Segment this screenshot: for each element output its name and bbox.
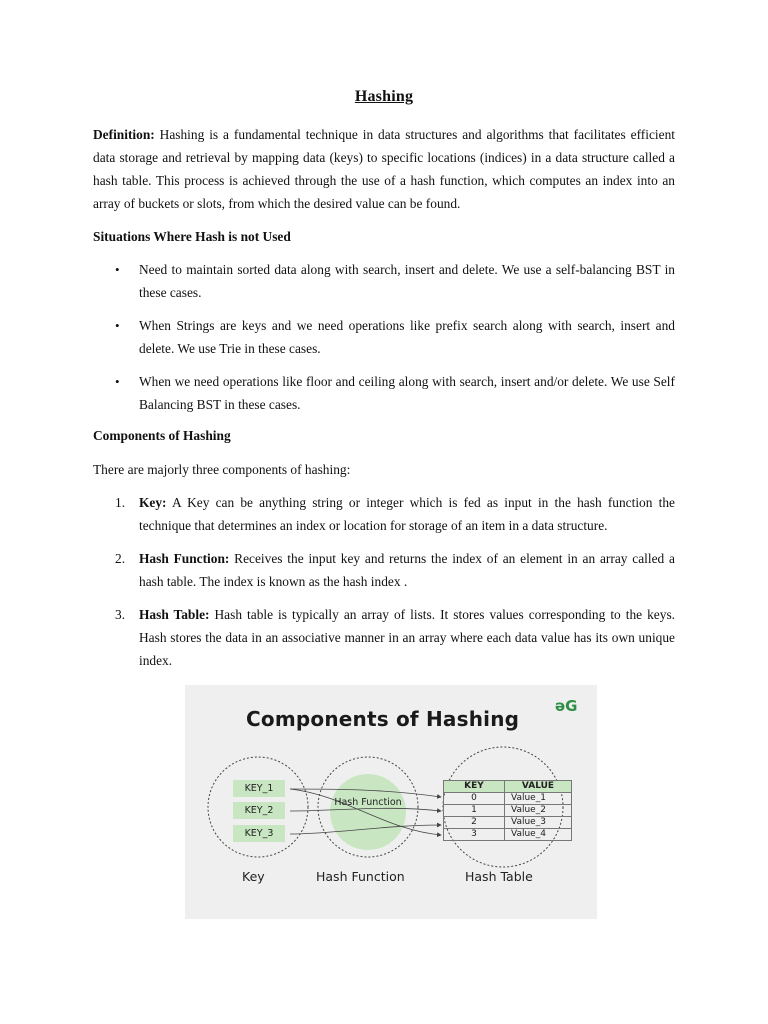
hash-table-caption: Hash Table [465,869,533,884]
table-header-key: KEY [444,781,505,793]
hash-table [443,780,572,841]
gfg-logo-icon: əG [555,697,578,715]
hash-function-label: Hash Function [334,797,402,808]
components-heading: Components of Hashing [93,428,231,443]
table-header-row [444,781,572,793]
page-title: Hashing [354,88,414,105]
hash-function-caption: Hash Function [316,869,405,884]
situations-list [93,258,675,426]
list-item: 1. Key: A Key can be anything string or integer which is fed as input in the hash function the technique that determines an index or location for storage of an item in a data structure. [115,495,675,533]
definition-label: Definition: [93,127,155,142]
table-row: 1 Value_2 [444,805,572,817]
bullet-icon: • [115,262,120,277]
components-list [93,491,675,682]
list-item: • When we need operations like floor and ceiling along with search, insert and/or delete. We use Self Balancing BST in these cases. [93,370,675,416]
key-box: KEY_2 [233,802,285,819]
table-header-value: VALUE [505,781,572,793]
definition-paragraph [93,123,675,215]
components-of-hashing-figure [185,685,597,919]
situations-heading: Situations Where Hash is not Used [93,229,291,244]
list-item: • When Strings are keys and we need operations like prefix search along with search, insert and delete. We use Trie in these cases. [93,314,675,360]
figure-title: Components of Hashing [246,707,520,731]
key-caption: Key [242,869,265,884]
list-item: • Need to maintain sorted data along with search, insert and delete. We use a self-balancing BST in these cases. [93,258,675,304]
key-box: KEY_3 [233,825,285,842]
bullet-icon: • [115,318,120,333]
list-item: 2. Hash Function: Receives the input key and returns the index of an element in an array called a hash table. The index is known as the hash index . [115,551,675,589]
key-box: KEY_1 [233,780,285,797]
hash-function-core [330,774,406,850]
definition-text: Hashing is a fundamental technique in data structures and algorithms that facilitates efficient data storage and retrieval by mapping data (keys) to specific locations (indices) in a data structure called a hash table. This process is achieved through the use of a hash function, which computes an index into an array of buckets or slots, from which the desired value can be found. [93,127,675,211]
table-row: 2 Value_3 [444,817,572,829]
table-row: 0 Value_1 [444,793,572,805]
components-intro: There are majorly three components of hashing: [93,462,351,477]
list-item: 3. Hash Table: Hash table is typically an array of lists. It stores values corresponding to the keys. Hash stores the data in an associative manner in an array where each data value has its own unique index. [115,607,675,668]
table-row: 3 Value_4 [444,829,572,841]
bullet-icon: • [115,374,120,389]
